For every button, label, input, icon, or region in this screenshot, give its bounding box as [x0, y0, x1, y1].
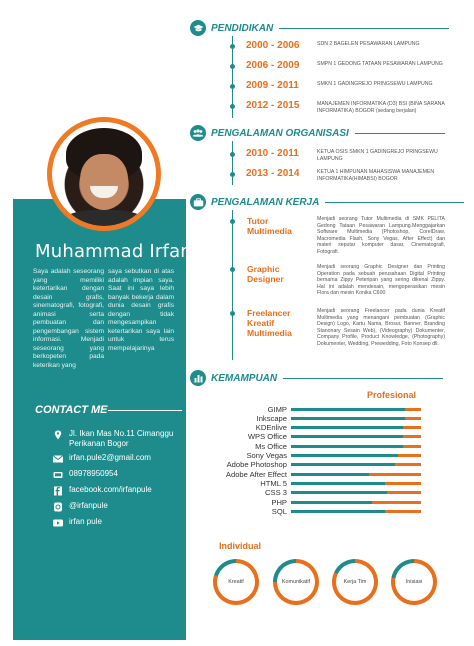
timeline-dot	[230, 104, 235, 109]
skill-bar-fill	[291, 426, 403, 429]
education-years: 2009 - 2011	[246, 80, 299, 91]
skill-bar	[291, 408, 421, 411]
instagram-icon	[52, 502, 64, 512]
skill-bar-remaining	[372, 501, 421, 504]
section-organization-header	[190, 125, 445, 141]
email-text[interactable]: irfan.pule2@gmail.com	[69, 453, 151, 462]
skill-bar-fill	[291, 510, 385, 513]
address-text: Jl. Ikan Mas No.11 Cimanggu Perikanan Bogor	[69, 429, 174, 448]
skill-row	[210, 442, 421, 450]
skill-name: CSS 3	[265, 488, 287, 498]
contact-email[interactable]	[52, 453, 189, 464]
skill-bar-remaining	[387, 491, 421, 494]
mail-icon	[52, 454, 64, 464]
contact-address	[52, 429, 189, 449]
timeline-dot	[230, 172, 235, 177]
skill-name: HTML 5	[260, 478, 287, 488]
skill-row	[210, 452, 421, 460]
skill-bar-remaining	[395, 463, 421, 466]
photo-shirt	[62, 210, 146, 226]
contact-instagram[interactable]	[52, 501, 189, 512]
skill-name: GIMP	[267, 404, 287, 414]
timeline-dot	[230, 64, 235, 69]
profile-photo	[52, 122, 156, 226]
graduation-cap-icon	[190, 20, 206, 36]
skill-bar-remaining	[403, 435, 421, 438]
skill-bar-fill	[291, 463, 395, 466]
education-desc: MANAJEMEN INFORMATIKA (D3) BSI (BINA SARANA INFORMATIKA) BOGOR (sedang berjalan)	[317, 101, 445, 114]
contact-title: CONTACT ME	[35, 404, 108, 416]
timeline-dot	[230, 84, 235, 89]
individual-skills-label: Individual	[219, 541, 262, 551]
skill-bar-remaining	[369, 473, 421, 476]
skill-bar	[291, 473, 421, 476]
timeline-dot	[230, 44, 235, 49]
education-desc: SMKN 1 GADINGREJO PRINGSEWU LAMPUNG	[317, 81, 433, 87]
skill-circle	[273, 559, 319, 605]
skill-circle-label: Komunikatif	[281, 579, 311, 585]
section-rule	[279, 28, 449, 29]
skill-name: KDEnlive	[255, 423, 287, 433]
contact-title-rule	[108, 410, 182, 411]
section-rule	[355, 133, 445, 134]
section-rule	[283, 378, 443, 379]
profile-name: Muhammad Irfan	[35, 241, 192, 262]
skill-row	[210, 489, 421, 497]
skill-row	[210, 424, 421, 432]
bar-chart-icon	[190, 370, 206, 386]
job-title: Freelancer Kreatif Multimedia	[247, 308, 292, 338]
skill-circle-label: Kerja Tim	[343, 579, 367, 585]
skill-bar-remaining	[385, 510, 421, 513]
skill-bar-remaining	[403, 426, 421, 429]
skill-row	[210, 498, 421, 506]
skill-bar-remaining	[405, 417, 421, 420]
timeline-dot	[230, 311, 235, 316]
timeline-dot	[230, 267, 235, 272]
timeline-dot	[230, 152, 235, 157]
skill-circle-inner	[217, 563, 255, 601]
education-desc: SDN 2 BAGELEN PESAWARAN LAMPUNG	[317, 41, 420, 47]
skill-bar-fill	[291, 482, 385, 485]
skill-name: Inkscape	[256, 413, 287, 423]
skill-circle-inner	[395, 563, 433, 601]
timeline-dot	[230, 219, 235, 224]
skill-bar-fill	[291, 491, 387, 494]
skill-bar-fill	[291, 408, 405, 411]
phone-text[interactable]: 08978950954	[69, 469, 118, 478]
skill-row	[210, 433, 421, 441]
profile-photo-ring	[47, 117, 161, 231]
skill-row	[210, 507, 421, 515]
skill-bar-fill	[291, 417, 405, 420]
section-education-title: PENDIDIKAN	[211, 22, 274, 34]
skill-circle	[332, 559, 378, 605]
job-title: Tutor Multimedia	[247, 216, 292, 236]
photo-face	[80, 154, 128, 210]
skill-row	[210, 414, 421, 422]
instagram-text[interactable]: @irfanpule	[69, 501, 108, 510]
section-work-header	[190, 194, 464, 210]
skill-row	[210, 461, 421, 469]
skill-circle	[391, 559, 437, 605]
skill-circle-inner	[277, 563, 315, 601]
education-years: 2000 - 2006	[246, 40, 300, 51]
skill-row	[210, 405, 421, 413]
job-desc: Menjadi seorang Graphic Designer dan Printing Operation pada sebuah perusahaan Digital Printing bernama Zippy Peteripan yang sering dikenal Zippy. Hal ini adalah mendesain, mengoperasikan mesin Flora dan mesin Konika C600	[317, 264, 445, 296]
contact-facebook[interactable]	[52, 485, 189, 496]
skill-bar	[291, 417, 421, 420]
education-desc: SMPN 1 GEDONG TATAAN PESAWARAN LAMPUNG	[317, 61, 443, 67]
skill-bar	[291, 445, 421, 448]
youtube-text: irfan pule	[69, 517, 102, 526]
skill-name: WPS Office	[247, 432, 287, 442]
skill-bar-remaining	[405, 408, 421, 411]
skill-bar	[291, 482, 421, 485]
skill-name: Adobe After Effect	[225, 469, 287, 479]
work-timeline	[232, 210, 233, 360]
skill-bar-fill	[291, 454, 398, 457]
contact-youtube[interactable]	[52, 517, 189, 528]
section-skills-header	[190, 370, 443, 386]
organization-desc: KETUA OSIS SMKN 1 GADINGREJO PRINGSEWU LAMPUNG	[317, 149, 438, 162]
skill-bar	[291, 426, 421, 429]
education-years: 2006 - 2009	[246, 60, 300, 71]
skill-name: Ms Office	[255, 441, 287, 451]
skill-bar	[291, 463, 421, 466]
skill-bar-fill	[291, 501, 372, 504]
youtube-icon	[52, 518, 64, 528]
organization-years: 2013 - 2014	[246, 168, 300, 179]
facebook-text[interactable]: facebook.com/irfanpule	[69, 485, 152, 494]
phone-icon	[52, 470, 64, 480]
section-rule	[325, 202, 464, 203]
skill-bar	[291, 501, 421, 504]
about-text-col1: Saya adalah seseorang yang memiliki ketertarikan dengan desain grafis, sinematografi, fotografi, animasi serta pembuatan dan pengembangan sistem informasi. Menjadi seseorang yang berkopeten pada keterikan yang	[33, 268, 104, 369]
section-education-header	[190, 20, 449, 36]
group-people-icon	[190, 125, 206, 141]
skill-bar-fill	[291, 435, 403, 438]
skill-bar-fill	[291, 473, 369, 476]
skill-name: PHP	[271, 497, 287, 507]
location-pin-icon	[52, 430, 64, 440]
organization-timeline	[232, 141, 233, 185]
contact-phone[interactable]	[52, 469, 189, 480]
professional-skills-label: Profesional	[367, 390, 417, 400]
organization-years: 2010 - 2011	[246, 148, 299, 159]
skill-bar-remaining	[398, 454, 421, 457]
skill-bar-remaining	[403, 445, 421, 448]
briefcase-icon	[190, 194, 206, 210]
job-desc: Menjadi seorang Freelancer pada dunia Kreatif Multimedia yang menangani pembuatan (Graphic Design) Logo, Kartu Nama, Brosur, Banner, Branding Stanonary Sesain Web), (Videography) Dokumenter, Company Profile, Product Knowledge, (Photography) Dokumenter, Wedding, Prewedding, Foto Konsep dll.	[317, 308, 445, 347]
facebook-icon	[52, 486, 64, 496]
organization-desc: KETUA 1 HIMPUNAN MAHASISWA MANAJEMEN INFORMATIKA(HIMABSI) BOGOR	[317, 169, 435, 182]
job-title: Graphic Designer	[247, 264, 284, 284]
education-years: 2012 - 2015	[246, 100, 300, 111]
skill-row	[210, 479, 421, 487]
skill-bar	[291, 510, 421, 513]
skill-name: Adobe Photoshop	[226, 460, 287, 470]
skill-bar	[291, 491, 421, 494]
section-skills-title: KEMAMPUAN	[211, 372, 278, 384]
skill-name: SQL	[271, 506, 287, 516]
skill-bar	[291, 454, 421, 457]
skill-name: Sony Vegas	[246, 451, 287, 460]
job-desc: Menjadi seorang Tutor Multimedia di SMK PELITA Gedong Tataan Pesawaran Lampung.Menggajarkan Software Multimedia (Photoshop, CorelDraw, Macromedia Flash, Sony Vegas, After Effect) dan materi seputar komputer dasar, Cinematografi, Fotografi.	[317, 216, 445, 255]
skill-row	[210, 470, 421, 478]
skill-bar	[291, 435, 421, 438]
section-organization-title: PENGALAMAN ORGANISASI	[211, 127, 349, 139]
skill-bar-remaining	[385, 482, 421, 485]
skill-circle-inner	[336, 563, 374, 601]
skill-circle-label: Kreatif	[228, 579, 244, 585]
skill-circle	[213, 559, 259, 605]
section-work-title: PENGALAMAN KERJA	[211, 196, 320, 208]
about-text-col2: saya sebutkan di atas adalah impian saya. Saat ini saya lebih banyak bekerja dalam dunia desain grafis dengan tidak mengesampikan ketertarikan saya lain untuk terus mempelajarinya	[108, 268, 174, 352]
skill-circle-label: Inisiasi	[405, 579, 423, 585]
skill-bar-fill	[291, 445, 403, 448]
